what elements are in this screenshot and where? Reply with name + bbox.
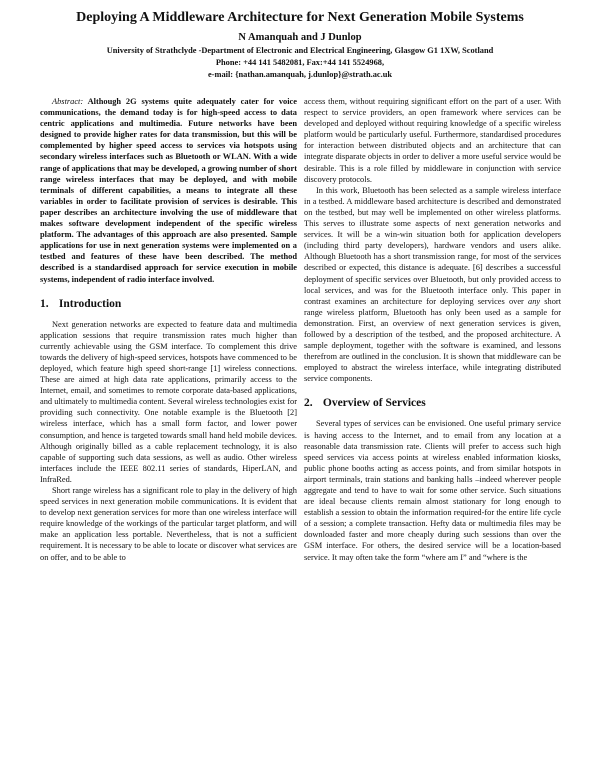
section-title: Introduction (58, 297, 122, 310)
intro-paragraph-3-rest: short range wireless platform, Bluetooth has only been used as a sample for demonstration. First, an overview of next generation services is given, followed by a description of the testbed, and the proposed architecture. A sample deployment, together with the software is examined, and lessons therefrom are outlined in the conclusion. It is shown that middleware can be employed to abstract the wireless interface, while integrating distributed service components. (304, 296, 562, 384)
affiliation-line: University of Strathclyde -Department of Electronic and Electrical Engineering, Glasgow G1 1XW, Scotland (106, 46, 494, 55)
intro-paragraph-2-continued: access them, without requiring significant effort on the part of a user. With respect to service providers, an open framework where services can be developed and deployed without requiring knowledge of a specific wireless platform would be particularly useful. Furthermore, standardised procedures for interaction between distributed objects and an architecture that can integrate disparate objects in order to deliver a more useful service would be desirable. This is a role filled by middleware in conjunction with service discovery protocols. (304, 97, 561, 184)
intro-paragraph-3-text: In this work, Bluetooth has been selected as a sample wireless interface in a testbed. A middleware based architecture is described and demonstrated on the testbed, but may well be implemented on other wireless platforms. This serves to illustrate some aspects of next generation networks and services. It will be a win-win situation both for application developers (including third party developers), hardware vendors and users alike. Although Bluetooth has a short transmission range, for most of the services described or expected, this distance is adequate. [6] describes a successful deployment of specific services over Bluetooth, but only provided access to local services, and was for the Bluetooth interface only. This paper in contrast examines an architecture for deploying services over (304, 185, 561, 306)
abstract-label: Abstract: (52, 97, 84, 106)
intro-paragraph-3-emphasis: any (528, 296, 541, 306)
intro-paragraph-3 (304, 185, 561, 385)
abstract-paragraph (40, 96, 297, 285)
section-heading-introduction (40, 297, 297, 311)
intro-paragraph-2: Short range wireless has a significant role to play in the delivery of high speed services in next generation mobile communications. It is evident that to develop next generation services for more than one wireless interface will require knowledge of the workings of the particular target platform, and will make an application less portable. Nevertheless, that is not a sufficient requirement. It is necessary to be able to locate or discover what services are on offer, and to be able to (40, 486, 297, 562)
contact-phone-line: Phone: +44 141 5482081, Fax:+44 141 5524968, (215, 58, 385, 67)
paper-title: Deploying A Middleware Architecture for Next Generation Mobile Systems (76, 10, 524, 25)
author-affiliation-block (0, 45, 600, 81)
intro-paragraph-1: Next generation networks are expected to feature data and multimedia application sessions that require transmission rates much higher than currently achievable using the GSM interface. To complement this drive towards the delivery of high-speed services, hotspots have commenced to be deployed, which feature high speed short-range [1] wireless connections. These are aimed at high data rate applications, primarily access to the Internet, email, and sometimes to remote corporate data-based applications, and ultimately to multimedia content. Several wireless technologies exist for providing such connectivity. One notable example is the Bluetooth [2] wireless interface, which has a small form factor, and lower power consumption, and hence is targeted towards small hand held mobile devices. Although originally billed as a cable replacement technology, it is also capable of supporting such data sessions, as well as audio. Other wireless interfaces include the IEEE 802.11 series of standards, HiperLAN, and InfraRed. (40, 319, 297, 484)
section-heading-overview (304, 396, 561, 410)
abstract-text: Although 2G systems quite adequately cater for voice communications, the demand today is for high-speed access to data centric applications and multimedia. Future networks have been designed to provide higher rates for data transmission, but this will be complemented by higher speed access to services via hotspots using secondary wireless interfaces such as Bluetooth or WLAN. With a wide range of applications that may be developed, a growing number of short range wireless interfaces that may be deployed, and with mobile terminals of different capabilities, a means to integrate all these variables in order to facilitate provision of services is desirable. This paper describes an architecture involving the use of middleware that makes software development independent of the specific wireless platform. The advantages of this approach are also presented. Sample applications for use in next generation systems were implemented on a testbed and features of these have been described. The method described is a standardised approach for service execution in mobile systems, independent of radio interface involved. (40, 97, 297, 284)
paper-authors: N Amanquah and J Dunlop (238, 32, 362, 43)
overview-paragraph-1: Several types of services can be envisioned. One useful primary service is having access to the Internet, and to email from any location at a reasonable data transmission rate. Clients will prefer to access such high speed services via access points at wireless enabled information kiosks, public phone booths acting as access points, and from similar hotspots in airport terminals, train stations and banking halls –indeed wherever people aggregate and tend to have to wait for some other service. Such situations are ideal because clients remain almost stationary for long enough to establish a session to obtain the information required-for the entire life cycle of a session; a complete transaction. Hefty data or multimedia files may be downloaded faster and more cheaply during such sessions than over the GSM interface. For others, the desired service will be a location-based service. It may often take the form “where am I” and “where is the (304, 419, 561, 562)
section-title: Overview of Services (322, 397, 426, 410)
contact-email-line: e-mail: {nathan.amanquah, j.dunlop}@strath.ac.uk (207, 70, 393, 79)
left-column (40, 96, 297, 563)
section-number: 2. (304, 397, 313, 410)
right-column (304, 96, 561, 563)
section-number: 1. (40, 297, 49, 310)
